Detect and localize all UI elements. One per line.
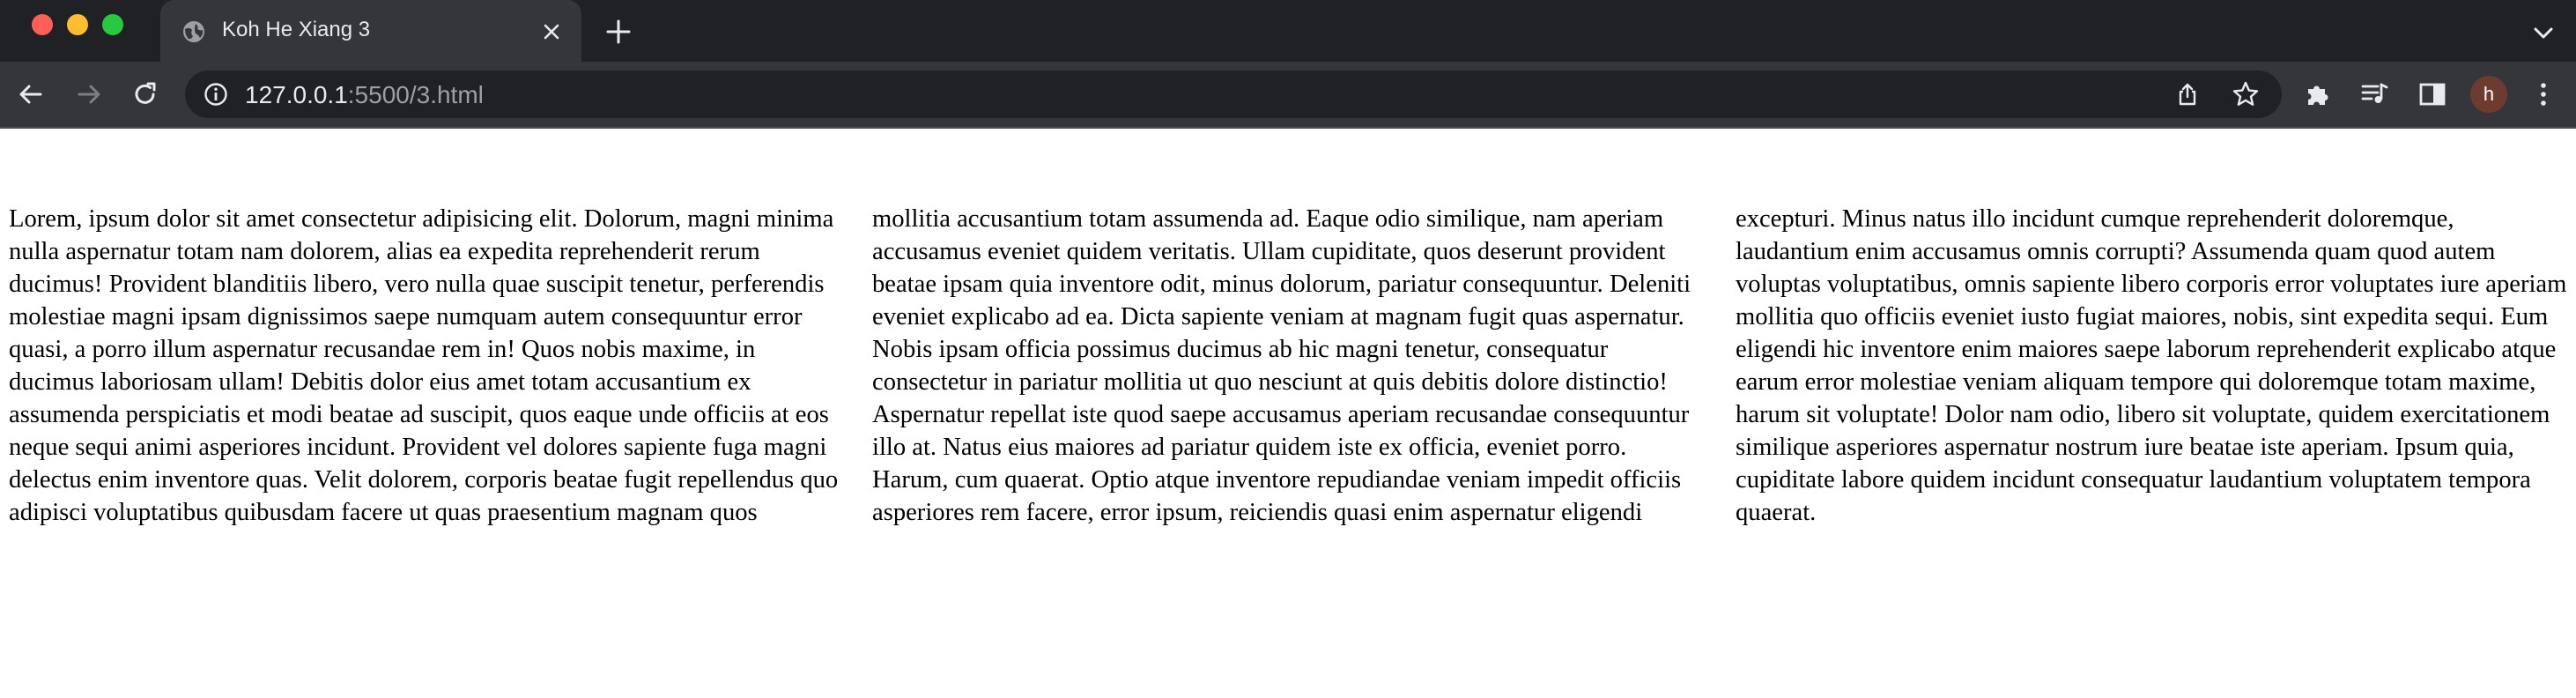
window-close-button[interactable] [32, 14, 53, 35]
puzzle-icon[interactable] [2303, 79, 2333, 109]
globe-icon [181, 19, 206, 44]
plus-icon[interactable] [604, 18, 633, 46]
close-icon[interactable] [539, 19, 564, 44]
tab-strip [0, 0, 2576, 62]
url-host: 127.0.0.1 [245, 81, 348, 108]
browser-toolbar [0, 62, 2576, 127]
arrow-right-icon[interactable] [74, 79, 104, 109]
profile-initial: h [2483, 83, 2495, 105]
browser-tab[interactable] [160, 0, 581, 62]
share-icon[interactable] [2174, 81, 2201, 108]
reload-icon[interactable] [130, 79, 160, 109]
tab-title: Koh He Xiang 3 [222, 18, 371, 41]
media-queue-icon[interactable] [2359, 79, 2389, 109]
multi-column-text [9, 203, 2567, 529]
star-icon[interactable] [2231, 79, 2261, 109]
url-text[interactable] [245, 81, 484, 109]
side-panel-icon[interactable] [2417, 79, 2447, 109]
url-path: :5500/3.html [347, 81, 484, 108]
arrow-left-icon[interactable] [16, 79, 46, 109]
window-maximize-button[interactable] [102, 14, 123, 35]
page-viewport [0, 129, 2576, 698]
more-vertical-icon[interactable] [2528, 79, 2558, 109]
info-icon[interactable] [203, 81, 229, 108]
chevron-down-icon[interactable] [2530, 19, 2557, 46]
lorem-paragraph: Lorem, ipsum dolor sit amet consectetur adipisicing elit. Dolorum, magni minima nulla aspernatur totam nam dolorem, alias ea expedita reprehenderit rerum ducimus! Provident blanditiis libero, vero nulla quae suscipit tenetur, perferendis molestiae magni ipsam dignissimos saepe numquam autem consequuntur error quasi, a porro illum aspernatur recusandae rem in! Quos nobis maxime, in ducimus laboriosam ullam! Debitis dolor eius amet totam accusantium ex assumenda perspiciatis et modi beatae ad suscipit, quos eaque unde officiis at eos neque sequi animi asperiores incidunt. Provident vel dolores sapiente fuga magni delectus enim inventore quas. Velit dolorem, corporis beatae fugit repellendus quo adipisci voluptatibus quibusdam facere ut quas praesentium magnam quos mollitia accusantium totam assumenda ad. Eaque odio similique, nam aperiam accusamus eveniet quidem veritatis. Ullam cupiditate, quos deserunt provident beatae ipsam quia inventore odit, minus dolorum, pariatur consequuntur. Deleniti eveniet explicabo ad ea. Dicta sapiente veniam at magnam fugit quas aspernatur. Nobis ipsam officia possimus ducimus ab hic magni tenetur, consequatur consectetur in pariatur mollitia ut quo nesciunt at quis debitis dolore distinctio! Aspernatur repellat iste quod saepe accusamus aperiam recusandae consequuntur illo at. Natus eius maiores ad pariatur quidem iste ex officia, eveniet porro. Harum, cum quaerat. Optio atque inventore repudiandae veniam impedit officiis asperiores rem facere, error ipsum, reiciendis quasi enim aspernatur eligendi excepturi. Minus natus illo incidunt cumque reprehenderit doloremque, laudantium enim accusamus omnis corrupti? Assumenda quam quod autem voluptas voluptatibus, omnis sapiente libero corporis error voluptates iure aperiam mollitia quo officiis eveniet iusto fugiat maiores, nobis, sint expedita sequi. Eum eligendi hic inventore enim maiores saepe laborum reprehenderit explicabo atque earum error molestiae veniam aliquam tempore qui doloremque totam maxime, harum sit voluptate! Dolor nam odio, libero sit voluptate, quidem exercitationem similique asperiores aspernatur nostrum iure beatae iste aperiam. Ipsum quia, cupiditate labore quidem incidunt consequatur laudantium voluptatem tempora quaerat. [9, 205, 2567, 526]
address-bar[interactable] [185, 71, 2282, 118]
profile-avatar[interactable] [2470, 76, 2507, 113]
window-minimize-button[interactable] [67, 14, 88, 35]
